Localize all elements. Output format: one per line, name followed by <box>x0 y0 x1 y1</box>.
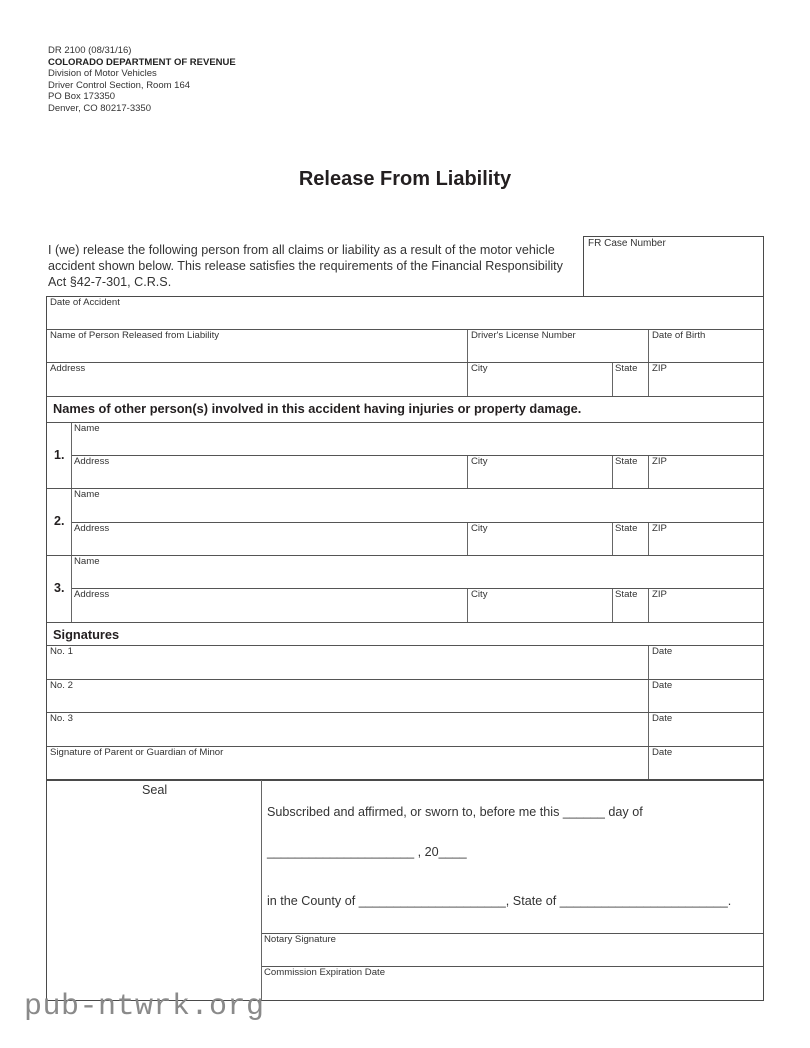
signature-label: No. 2 <box>50 680 73 691</box>
date-of-accident-label: Date of Accident <box>50 297 120 308</box>
name-label: Name <box>74 556 100 567</box>
city-label: City <box>471 523 488 534</box>
person-3-city-field[interactable] <box>468 589 612 621</box>
zip-label: ZIP <box>652 456 667 467</box>
seal-label: Seal <box>142 783 168 797</box>
date-label: Date <box>652 747 673 758</box>
notary-affirmation-line: Subscribed and affirmed, or sworn to, before me this ______ day of <box>267 805 643 819</box>
city-line: Denver, CO 80217-3350 <box>48 102 151 114</box>
zip-label: ZIP <box>652 523 667 534</box>
city-label: City <box>471 363 488 374</box>
city-label: City <box>471 456 488 467</box>
person-number: 1. <box>54 448 65 462</box>
commission-expiration-field[interactable] <box>262 967 763 1000</box>
guardian-date-field[interactable] <box>649 747 763 780</box>
signature-no-2-field[interactable] <box>47 680 648 712</box>
address-label: Address <box>74 456 110 467</box>
person-3-zip-field[interactable] <box>649 589 763 621</box>
agency-header <box>48 45 236 115</box>
person-1-address-field[interactable] <box>72 456 467 488</box>
signature-no-1-field[interactable] <box>47 646 648 679</box>
signatures-heading: Signatures <box>53 627 120 642</box>
date-of-birth-label: Date of Birth <box>652 330 706 341</box>
drivers-license-field[interactable] <box>468 330 648 362</box>
notary-date-line: _____________________ , 20____ <box>267 845 467 859</box>
date-of-accident-field[interactable] <box>47 297 763 329</box>
person-3-state-field[interactable] <box>613 589 648 621</box>
name-released-field[interactable] <box>47 330 467 362</box>
commission-expiration-label: Commission Expiration Date <box>264 967 386 978</box>
form-id: DR 2100 (08/31/16) <box>48 45 132 56</box>
person-1-city-field[interactable] <box>468 456 612 488</box>
state-field[interactable] <box>613 363 648 396</box>
signature-no-3-field[interactable] <box>47 713 648 745</box>
person-3-name-field[interactable] <box>72 556 763 588</box>
city-label: City <box>471 589 488 600</box>
person-2-name-field[interactable] <box>72 489 763 521</box>
division-name: Division of Motor Vehicles <box>48 68 157 80</box>
date-label: Date <box>652 680 673 691</box>
person-2-city-field[interactable] <box>468 523 612 555</box>
name-released-label: Name of Person Released from Liability <box>50 330 220 341</box>
person-3-address-field[interactable] <box>72 589 467 621</box>
signature-no-3-date-field[interactable] <box>649 713 763 745</box>
page-title: Release From Liability <box>298 168 512 190</box>
signature-no-2-date-field[interactable] <box>649 680 763 712</box>
person-number: 2. <box>54 514 65 528</box>
city-field[interactable] <box>468 363 612 396</box>
zip-field[interactable] <box>649 363 763 396</box>
signature-label: No. 1 <box>50 646 73 657</box>
release-statement: I (we) release the following person from all claims or liability as a result of the motor vehicle accident shown below. This release satisfies the requirements of the Financial Responsibility Act §42-7-301, C.R.S. <box>48 243 563 290</box>
date-label: Date <box>652 713 673 724</box>
fr-case-number-field[interactable] <box>583 236 764 297</box>
po-box: PO Box 173350 <box>48 91 116 103</box>
notary-county-state-line: in the County of _____________________, State of ________________________. <box>267 894 732 908</box>
notary-signature-label: Notary Signature <box>264 934 336 945</box>
person-2-address-field[interactable] <box>72 523 467 555</box>
department-name: COLORADO DEPARTMENT OF REVENUE <box>48 56 236 68</box>
watermark: pub-ntwrk.org <box>24 990 265 1024</box>
address-label: Address <box>74 589 110 600</box>
signature-label: No. 3 <box>50 713 73 724</box>
divider <box>47 396 763 397</box>
state-label: State <box>615 523 638 534</box>
person-1-state-field[interactable] <box>613 456 648 488</box>
state-label: State <box>615 456 638 467</box>
zip-label: ZIP <box>652 363 667 374</box>
address-label: Address <box>50 363 86 374</box>
other-persons-heading: Names of other person(s) involved in this accident having injuries or property damage. <box>53 401 582 416</box>
fr-case-number-label: FR Case Number <box>588 238 666 249</box>
person-1-zip-field[interactable] <box>649 456 763 488</box>
section-name: Driver Control Section, Room 164 <box>48 79 191 91</box>
state-label: State <box>615 363 638 374</box>
date-label: Date <box>652 646 673 657</box>
person-2-zip-field[interactable] <box>649 523 763 555</box>
address-field[interactable] <box>47 363 467 396</box>
state-label: State <box>615 589 638 600</box>
signature-no-1-date-field[interactable] <box>649 646 763 679</box>
person-2-state-field[interactable] <box>613 523 648 555</box>
name-label: Name <box>74 423 100 434</box>
drivers-license-label: Driver's License Number <box>471 330 576 341</box>
guardian-signature-field[interactable] <box>47 747 648 780</box>
name-label: Name <box>74 489 100 500</box>
notary-signature-field[interactable] <box>262 934 763 966</box>
person-number: 3. <box>54 581 65 595</box>
person-1-name-field[interactable] <box>72 423 763 455</box>
date-of-birth-field[interactable] <box>649 330 763 362</box>
zip-label: ZIP <box>652 589 667 600</box>
guardian-signature-label: Signature of Parent or Guardian of Minor <box>50 747 224 758</box>
divider <box>47 622 763 623</box>
address-label: Address <box>74 523 110 534</box>
